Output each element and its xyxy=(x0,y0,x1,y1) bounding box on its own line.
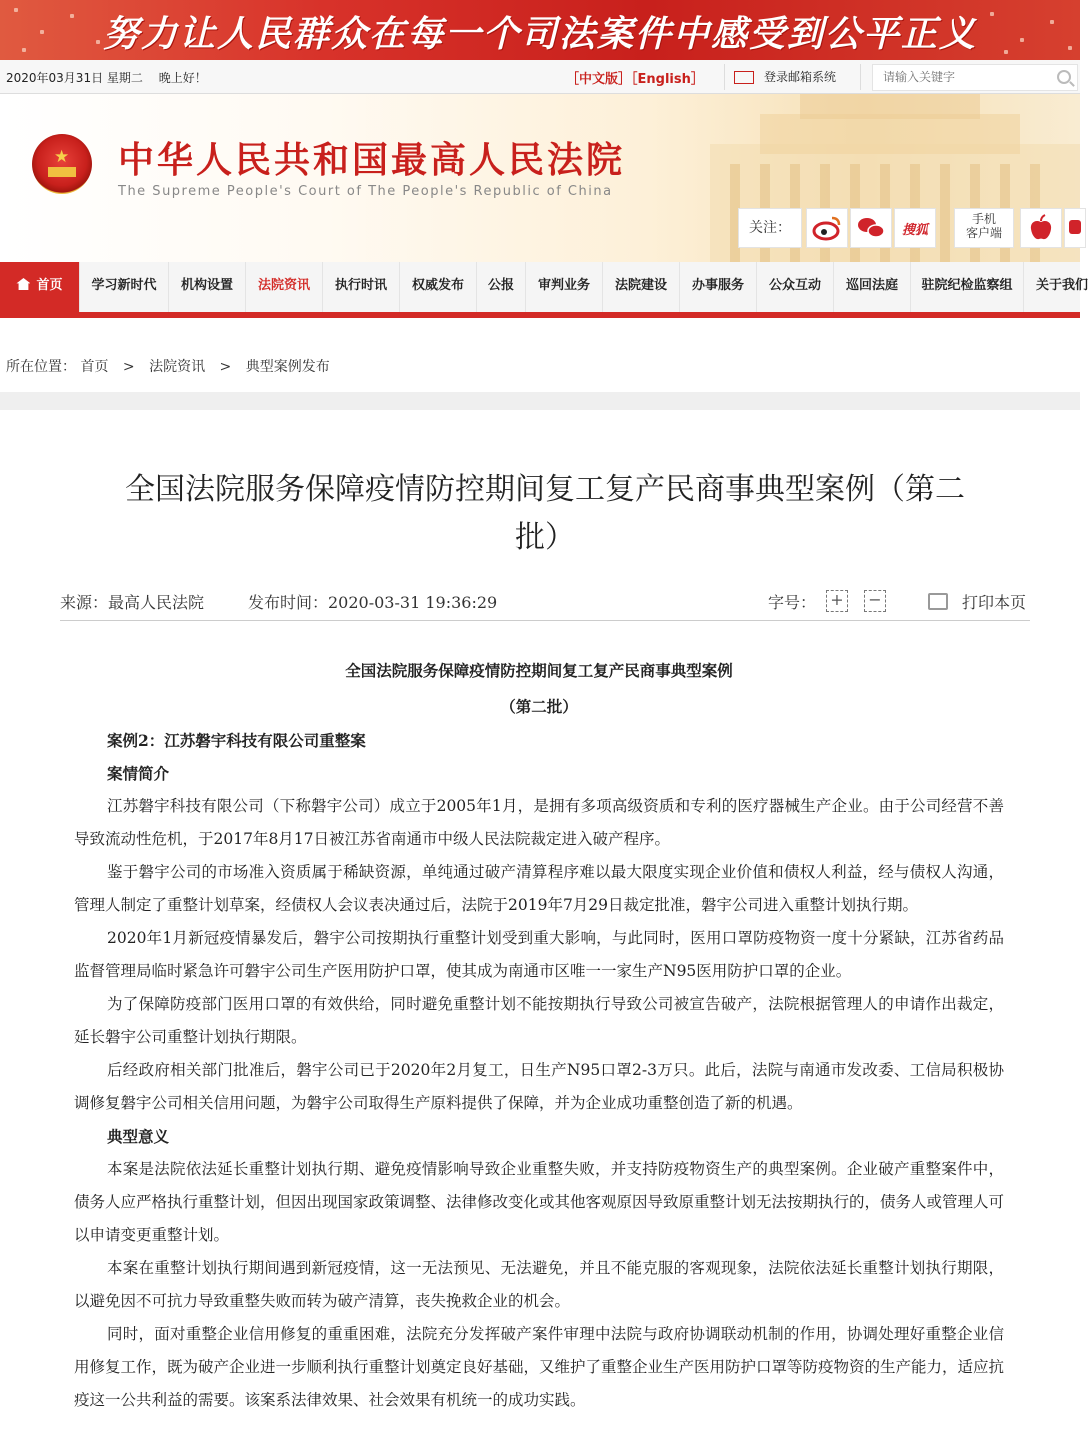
nav-circuit[interactable]: 巡回法庭 xyxy=(834,262,911,312)
nav-services[interactable]: 办事服务 xyxy=(680,262,757,312)
sohu-link[interactable] xyxy=(894,208,936,248)
article-publish-time: 发布时间：2020-03-31 19:36:29 xyxy=(248,593,498,612)
nav-about[interactable]: 关于我们 xyxy=(1036,278,1088,293)
android-icon xyxy=(1069,220,1081,234)
nav-underline xyxy=(0,312,1080,318)
paragraph: 江苏磐宇科技有限公司（下称磐宇公司）成立于2005年1月，是拥有多项高级资质和专利的医疗器械生产企业。由于公司经营不善导致流动性危机，于2017年8月17日被江苏省南通市中级人民法院裁定进入破产程序。 xyxy=(74,797,1004,848)
nav-construction[interactable]: 法院建设 xyxy=(603,262,680,312)
sohu-label: 搜狐 xyxy=(901,223,928,238)
doc-subheading: （第二批） xyxy=(500,697,578,716)
nav-court-news[interactable]: 法院资讯 xyxy=(246,262,323,312)
mail-login-label: 登录邮箱系统 xyxy=(764,70,837,84)
search-input[interactable] xyxy=(873,65,1043,88)
font-decrease-button[interactable]: − xyxy=(864,590,886,612)
weibo-icon xyxy=(807,209,847,247)
article-body xyxy=(74,654,1004,1417)
follow-label: 关注： xyxy=(738,208,802,248)
section-heading: 案情简介 xyxy=(107,764,170,783)
nav-gazette[interactable]: 公报 xyxy=(477,262,526,312)
article-source: 来源：最高人民法院 xyxy=(60,593,205,612)
wechat-icon xyxy=(851,209,891,247)
top-bar xyxy=(0,60,1080,94)
apple-link[interactable] xyxy=(1020,208,1062,248)
breadcrumb-separator: > xyxy=(219,359,232,375)
divider-band xyxy=(0,392,1080,410)
paragraph: 后经政府相关部门批准后，磐宇公司已于2020年2月复工，日生产N95口罩2-3万只。此后，法院与南通市发改委、工信局积极协调修复磐宇公司相关信用问题，为磐宇公司取得生产原料提供了保障，并为企业成功重整创造了新的机遇。 xyxy=(74,1061,1004,1112)
paragraph: 本案是法院依法延长重整计划执行期、避免疫情影响导致企业重整失败，并支持防疫物资生产的典型案例。企业破产重整案件中，债务人应严格执行重整计划，但因出现国家政策调整、法律修改变化或其他客观原因导致原重整计划无法按期执行的，债务人或管理人可以申请变更重整计划。 xyxy=(74,1160,1005,1244)
nav-study[interactable]: 学习新时代 xyxy=(80,262,169,312)
paragraph: 2020年1月新冠疫情暴发后，磐宇公司按期执行重整计划受到重大影响，与此同时，医用口罩防疫物资一度十分紧缺，江苏省药品监督管理局临时紧急许可磐宇公司生产医用防护口罩，使其成为南通市区唯一一家生产N95医用防护口罩的企业。 xyxy=(74,929,1004,980)
weibo-link[interactable] xyxy=(806,208,848,248)
doc-heading: 全国法院服务保障疫情防控期间复工复产民商事典型案例 xyxy=(345,661,733,680)
mail-icon xyxy=(734,71,754,84)
national-emblem-logo: ★ xyxy=(32,134,92,194)
home-icon xyxy=(16,278,30,290)
nav-home[interactable]: 首页 xyxy=(0,262,80,312)
paragraph: 鉴于磐宇公司的市场准入资质属于稀缺资源，单纯通过破产清算程序难以最大限度实现企业价值和债权人利益，经与债权人沟通，管理人制定了重整计划草案，经债权人会议表决通过后，法院于2019年7月29日裁定批准，磐宇公司进入重整计划执行期。 xyxy=(74,863,1004,914)
article-title: 全国法院服务保障疫情防控期间复工复产民商事典型案例（第二批） xyxy=(125,472,965,555)
section-heading: 典型意义 xyxy=(107,1127,170,1146)
case-title: 案例2：江苏磐宇科技有限公司重整案 xyxy=(107,731,366,750)
breadcrumb-home[interactable]: 首页 xyxy=(80,359,109,375)
main-nav xyxy=(0,262,1088,312)
nav-authoritative[interactable]: 权威发布 xyxy=(400,262,477,312)
print-button[interactable] xyxy=(928,590,1026,613)
article-meta xyxy=(60,588,1030,618)
search-icon[interactable] xyxy=(1057,70,1071,84)
mobile-client-link[interactable] xyxy=(954,208,1014,248)
font-size-label: 字号： xyxy=(768,593,817,612)
printer-icon xyxy=(928,593,948,610)
apple-icon xyxy=(1021,209,1061,247)
nav-discipline[interactable]: 驻院纪检监察组 xyxy=(911,262,1024,312)
android-link[interactable] xyxy=(1064,208,1086,248)
nav-interaction[interactable]: 公众互动 xyxy=(757,262,834,312)
mail-login-link[interactable] xyxy=(734,68,836,85)
site-title[interactable]: 中华人民共和国最高人民法院 xyxy=(118,139,626,181)
paragraph: 为了保障防疫部门医用口罩的有效供给，同时避免重整计划不能按期执行导致公司被宣告破产，法院根据管理人的申请作出裁定，延长磐宇公司重整计划执行期限。 xyxy=(74,995,1004,1046)
paragraph: 同时，面对重整企业信用修复的重重困难，法院充分发挥破产案件审理中法院与政府协调联动机制的作用，协调处理好重整企业信用修复工作，既为破产企业进一步顺利执行重整计划奠定良好基础，又维护了重整企业生产医用防护口罩等防疫物资的生产能力，适应抗疫这一公共利益的需要。该案系法律效果、社会效果有机统一的成功实践。 xyxy=(74,1325,1005,1409)
breadcrumb xyxy=(6,356,340,376)
language-switch[interactable]: ［中文版］［English］ xyxy=(566,72,704,87)
mobile-client-label: 手机 客户端 xyxy=(965,212,1002,240)
slogan-banner xyxy=(0,0,1080,60)
breadcrumb-court-news[interactable]: 法院资讯 xyxy=(149,359,206,375)
print-label: 打印本页 xyxy=(962,593,1027,612)
date-greeting: 2020年03月31日 星期二 晚上好！ xyxy=(6,71,207,85)
nav-trial[interactable]: 审判业务 xyxy=(526,262,603,312)
site-subtitle: The Supreme People's Court of The People's Republic of China xyxy=(118,184,613,199)
wechat-link[interactable] xyxy=(850,208,892,248)
paragraph: 本案在重整计划执行期间遇到新冠疫情，这一无法预见、无法避免，并且不能克服的客观现象，法院依法延长重整计划执行期限，以避免因不可抗力导致重整失败而转为破产清算，丧失挽救企业的机会。 xyxy=(74,1259,1004,1310)
font-increase-button[interactable]: + xyxy=(826,590,848,612)
breadcrumb-current[interactable]: 典型案例发布 xyxy=(245,359,330,375)
breadcrumb-separator: > xyxy=(122,359,135,375)
nav-enforcement[interactable]: 执行时讯 xyxy=(323,262,400,312)
search-box xyxy=(872,64,1078,91)
nav-organization[interactable]: 机构设置 xyxy=(169,262,246,312)
breadcrumb-prefix: 所在位置： xyxy=(6,359,76,375)
slogan-text: 努力让人民群众在每一个司法案件中感受到公平正义 xyxy=(102,13,977,55)
meta-divider xyxy=(60,620,1030,621)
